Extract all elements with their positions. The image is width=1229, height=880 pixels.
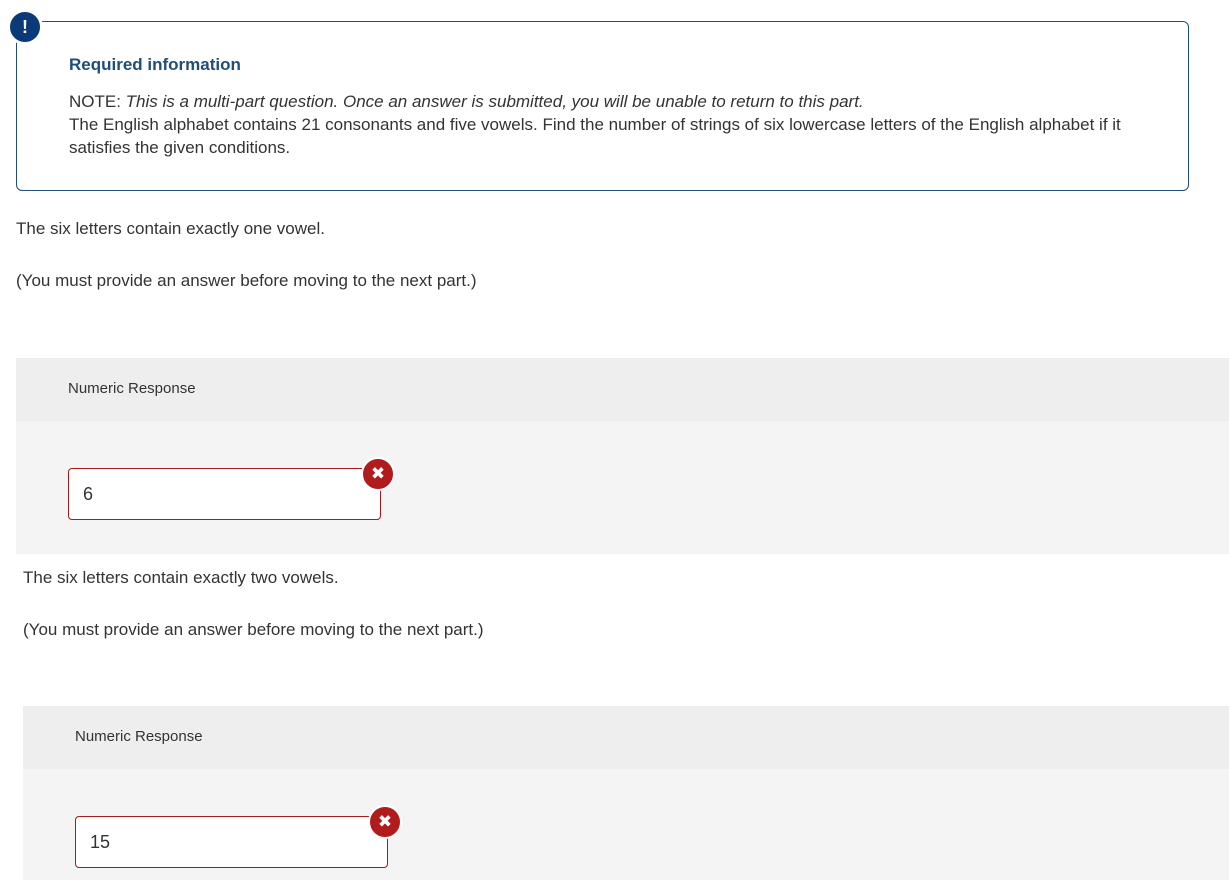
alert-icon: !: [7, 9, 43, 45]
part2-notice: (You must provide an answer before moving to the next part.): [23, 620, 484, 639]
part1-notice: (You must provide an answer before moving to the next part.): [16, 271, 477, 290]
part2-response-panel: [23, 706, 1229, 880]
incorrect-icon: ✖: [361, 457, 395, 491]
part2-response-label: Numeric Response: [75, 728, 203, 745]
part1-answer-input[interactable]: [68, 468, 381, 520]
part1-response-label: Numeric Response: [68, 380, 196, 397]
part2-response-header: [23, 706, 1229, 769]
required-info-body: [69, 90, 1129, 159]
note-text: This is a multi-part question. Once an answer is submitted, you will be unable to return to this part.: [125, 92, 864, 111]
problem-statement: The English alphabet contains 21 consonants and five vowels. Find the number of strings of six lowercase letters of the English alphabet if it satisfies the given conditions.: [69, 115, 1121, 157]
note-prefix: NOTE:: [69, 92, 126, 111]
incorrect-icon: ✖: [368, 805, 402, 839]
part1-response-panel: [16, 358, 1229, 554]
part2-question: The six letters contain exactly two vowels.: [23, 568, 339, 587]
part1-question: The six letters contain exactly one vowel.: [16, 219, 325, 238]
part2-answer-input[interactable]: [75, 816, 388, 868]
required-info-title: Required information: [69, 55, 241, 74]
part1-response-header: [16, 358, 1229, 421]
